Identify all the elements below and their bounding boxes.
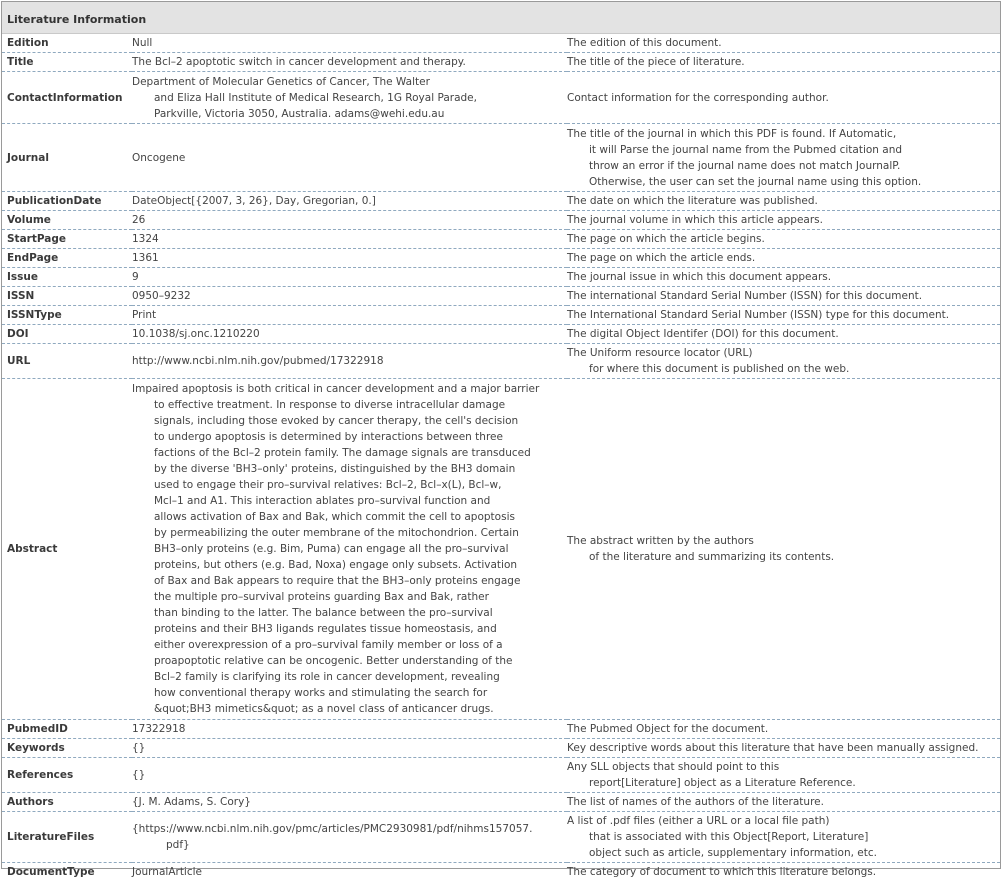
field-description-end-page: The page on which the article ends. — [567, 250, 1000, 266]
field-value-issue: 9 — [132, 269, 567, 285]
field-value-publication-date: DateObject[{2007, 3, 26}, Day, Gregorian, 0.] — [132, 193, 567, 209]
field-description-issn: The international Standard Serial Number (ISSN) for this document. — [567, 288, 1000, 304]
field-value-abstract: Impaired apoptosis is both critical in cancer development and a major barrier to effective treatment. In response to diverse intracellular damage signals, including those evoked by cancer therapy, the cell's decision to undergo apoptosis is determined by interactions between three factions of the Bcl–2 protein family. The damage signals are transduced by the diverse 'BH3–only' proteins, distinguished by the BH3 domain used to engage their pro–survival relatives: Bcl–2, Bcl–x(L), Bcl–w, Mcl–1 and A1. This interaction ablates pro–survival function and allows activation of Bax and Bak, which commit the cell to apoptosis by permeabilizing the outer membrane of the mitochondrion. Certain BH3–only proteins (e.g. Bim, Puma) can engage all the pro–survival proteins, but others (e.g. Bad, Noxa) engage only subsets. Activation of Bax and Bak appears to require that the BH3–only proteins engage the multiple pro–survival proteins guarding Bax and Bak, rather than binding to the latter. The balance between the pro–survival proteins and their BH3 ligands regulates tissue homeostasis, and either overexpression of a pro–survival family member or loss of a proapoptotic relative can be oncogenic. Better understanding of the Bcl–2 family is clarifying its role in cancer development, revealing how conventional therapy works and stimulating the search for &quot;BH3 mimetics&quot; as a novel class of anticancer drugs. — [132, 381, 567, 717]
table-row — [2, 124, 1000, 192]
table-row — [2, 287, 1000, 306]
table-row — [2, 249, 1000, 268]
field-name-literature-files: LiteratureFiles — [2, 812, 132, 863]
field-description-contact-information: Contact information for the corresponding author. — [567, 90, 1000, 106]
field-name-doi: DOI — [2, 325, 132, 344]
field-name-journal: Journal — [2, 124, 132, 192]
table-row — [2, 306, 1000, 325]
field-name-pubmed-id: PubmedID — [2, 720, 132, 739]
field-description-publication-date: The date on which the literature was published. — [567, 193, 1000, 209]
field-value-references: {} — [132, 767, 567, 783]
field-value-contact-information: Department of Molecular Genetics of Cancer, The Walter and Eliza Hall Institute of Medical Research, 1G Royal Parade, Parkville, Victoria 3050, Australia. adams@wehi.edu.au — [132, 74, 567, 122]
table-row — [2, 230, 1000, 249]
field-description-title: The title of the piece of literature. — [567, 54, 1000, 70]
field-description-start-page: The page on which the article begins. — [567, 231, 1000, 247]
field-value-literature-files: {https://www.ncbi.nlm.nih.gov/pmc/articles/PMC2930981/pdf/nihms157057. pdf} — [132, 821, 567, 853]
table-row — [2, 268, 1000, 287]
table-row — [2, 812, 1000, 863]
field-description-pubmed-id: The Pubmed Object for the document. — [567, 721, 1000, 737]
field-value-document-type: JournalArticle — [132, 864, 567, 880]
field-name-edition: Edition — [2, 34, 132, 53]
field-description-url: The Uniform resource locator (URL) for where this document is published on the web. — [567, 345, 1000, 377]
field-name-issn: ISSN — [2, 287, 132, 306]
table-row — [2, 34, 1000, 53]
field-value-edition: Null — [132, 35, 567, 51]
table-row — [2, 72, 1000, 124]
field-description-doi: The digital Object Identifer (DOI) for this document. — [567, 326, 1000, 342]
literature-information-panel — [1, 1, 1001, 869]
field-value-title: The Bcl–2 apoptotic switch in cancer development and therapy. — [132, 54, 567, 70]
field-value-url: http://www.ncbi.nlm.nih.gov/pubmed/17322918 — [132, 353, 567, 369]
field-description-keywords: Key descriptive words about this literature that have been manually assigned. — [567, 740, 1000, 756]
field-value-keywords: {} — [132, 740, 567, 756]
field-name-contact-information: ContactInformation — [2, 72, 132, 124]
panel-title: Literature Information — [2, 2, 1000, 34]
field-name-end-page: EndPage — [2, 249, 132, 268]
literature-table — [2, 34, 1000, 881]
field-description-journal: The title of the journal in which this PDF is found. If Automatic, it will Parse the journal name from the Pubmed citation and throw an error if the journal name does not match JournalP. Otherwise, the user can set the journal name using this option. — [567, 126, 1000, 190]
field-description-authors: The list of names of the authors of the literature. — [567, 794, 1000, 810]
field-description-issue: The journal issue in which this document appears. — [567, 269, 1000, 285]
field-name-start-page: StartPage — [2, 230, 132, 249]
field-value-authors: {J. M. Adams, S. Cory} — [132, 794, 567, 810]
field-description-volume: The journal volume in which this article appears. — [567, 212, 1000, 228]
table-row — [2, 739, 1000, 758]
field-value-doi: 10.1038/sj.onc.1210220 — [132, 326, 567, 342]
table-row — [2, 379, 1000, 720]
table-row — [2, 192, 1000, 211]
field-name-keywords: Keywords — [2, 739, 132, 758]
field-description-issntype: The International Standard Serial Number (ISSN) type for this document. — [567, 307, 1000, 323]
field-value-start-page: 1324 — [132, 231, 567, 247]
field-description-edition: The edition of this document. — [567, 35, 1000, 51]
field-name-volume: Volume — [2, 211, 132, 230]
field-name-abstract: Abstract — [2, 379, 132, 720]
field-value-issntype: Print — [132, 307, 567, 323]
field-description-abstract: The abstract written by the authors of the literature and summarizing its contents. — [567, 533, 1000, 565]
field-name-publication-date: PublicationDate — [2, 192, 132, 211]
field-name-references: References — [2, 758, 132, 793]
field-name-url: URL — [2, 344, 132, 379]
field-value-end-page: 1361 — [132, 250, 567, 266]
field-value-issn: 0950–9232 — [132, 288, 567, 304]
field-value-volume: 26 — [132, 212, 567, 228]
table-row — [2, 53, 1000, 72]
field-name-document-type: DocumentType — [2, 863, 132, 881]
field-name-issue: Issue — [2, 268, 132, 287]
field-description-literature-files: A list of .pdf files (either a URL or a local file path) that is associated with this Object[Report, Literature] object such as article, supplementary information, etc. — [567, 813, 1000, 861]
field-description-references: Any SLL objects that should point to this report[Literature] object as a Literature Reference. — [567, 759, 1000, 791]
field-description-document-type: The category of document to which this literature belongs. — [567, 864, 1000, 880]
table-row — [2, 720, 1000, 739]
table-row — [2, 211, 1000, 230]
field-value-journal: Oncogene — [132, 150, 567, 166]
field-name-authors: Authors — [2, 793, 132, 812]
field-value-pubmed-id: 17322918 — [132, 721, 567, 737]
field-name-title: Title — [2, 53, 132, 72]
table-row — [2, 325, 1000, 344]
field-name-issntype: ISSNType — [2, 306, 132, 325]
table-row — [2, 758, 1000, 793]
table-row — [2, 793, 1000, 812]
table-row — [2, 344, 1000, 379]
